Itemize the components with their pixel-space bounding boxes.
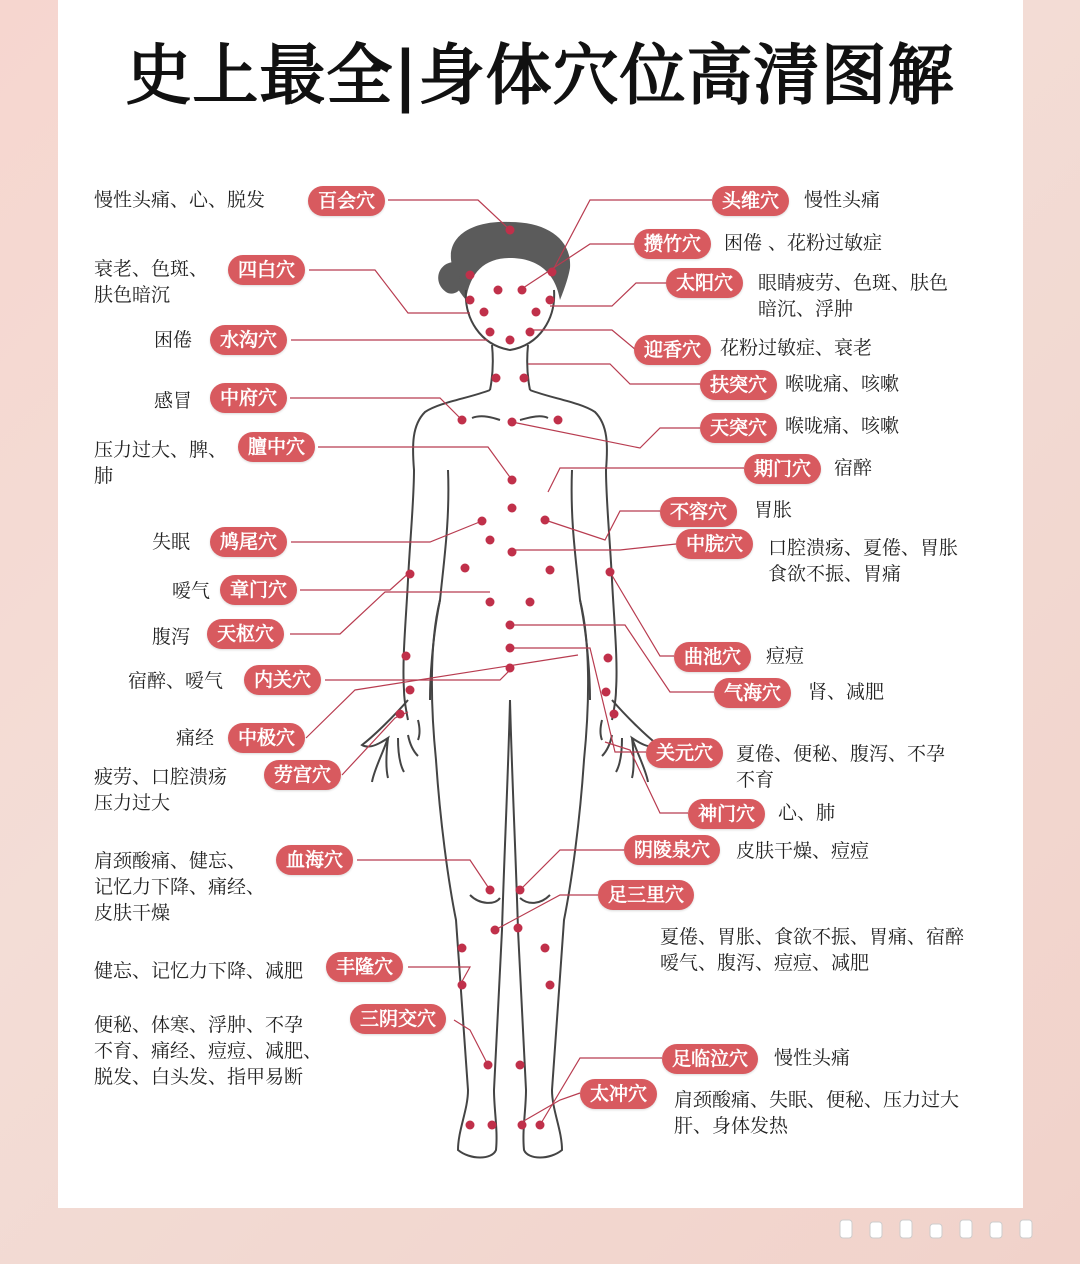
watermark-bars [810,1218,1060,1240]
desc-baihui: 慢性头痛、心、脱发 [94,189,266,211]
desc-shuigou: 困倦 [154,329,193,351]
desc-sanyinjiao: 便秘、体寒、浮肿、不孕 不育、痛经、痘痘、减肥、 脱发、白头发、指甲易断 [94,1014,323,1088]
desc-zhongwan: 口腔溃疡、夏倦、胃胀 食欲不振、胃痛 [768,537,959,585]
desc-quchi: 痘痘 [766,645,805,667]
tag-zulinqi: 足临泣穴 [662,1044,758,1074]
desc-cuanzhu: 困倦 、花粉过敏症 [724,232,883,254]
tag-zusanli: 足三里穴 [598,880,694,910]
tag-danzhong: 膻中穴 [238,432,315,462]
desc-zulinqi: 慢性头痛 [774,1047,851,1069]
tag-zhongwan: 中脘穴 [676,529,753,559]
tag-taiyang: 太阳穴 [666,268,743,298]
desc-zhongfu: 感冒 [154,390,193,412]
desc-qihai: 肾、减肥 [808,681,885,703]
desc-sibai: 衰老、色斑、 肤色暗沉 [94,258,209,306]
desc-laogong: 疲劳、口腔溃疡 压力过大 [94,766,228,814]
desc-touwei: 慢性头痛 [804,189,881,211]
tag-tianshu: 天枢穴 [207,619,284,649]
desc-tiantu: 喉咙痛、咳嗽 [785,415,900,437]
tag-futu: 扶突穴 [700,370,777,400]
tag-qimen: 期门穴 [744,454,821,484]
tag-zhangmen: 章门穴 [220,575,297,605]
desc-guanyuan: 夏倦、便秘、腹泻、不孕 不育 [736,743,946,791]
desc-taichong: 肩颈酸痛、失眠、便秘、压力过大 肝、身体发热 [674,1089,960,1137]
tag-burong: 不容穴 [660,497,737,527]
tag-quchi: 曲池穴 [674,642,751,672]
tag-yingxiang: 迎香穴 [634,335,711,365]
tag-fenglong: 丰隆穴 [326,952,403,982]
desc-danzhong: 压力过大、脾、 肺 [94,439,228,487]
tag-touwei: 头维穴 [712,186,789,216]
tag-zhongji: 中极穴 [228,723,305,753]
desc-yinlingquan: 皮肤干燥、痘痘 [736,840,870,862]
desc-burong: 胃胀 [754,499,793,521]
desc-qimen: 宿醉 [834,457,873,479]
tag-laogong: 劳宫穴 [264,760,341,790]
tag-taichong: 太冲穴 [580,1079,657,1109]
page-title: 史上最全|身体穴位高清图解 [125,37,955,114]
desc-yingxiang: 花粉过敏症、衰老 [720,337,873,359]
desc-xuehai: 肩颈酸痛、健忘、 记忆力下降、痛经、 皮肤干燥 [94,850,266,924]
tag-sanyinjiao: 三阴交穴 [350,1004,446,1034]
desc-zhangmen: 嗳气 [172,580,211,602]
tag-cuanzhu: 攒竹穴 [634,229,711,259]
tag-shenmen: 神门穴 [688,799,765,829]
desc-zusanli: 夏倦、胃胀、食欲不振、胃痛、宿醉 嗳气、腹泻、痘痘、减肥 [660,926,965,974]
tag-zhongfu: 中府穴 [210,383,287,413]
tag-guanyuan: 关元穴 [646,738,723,768]
desc-shenmen: 心、肺 [778,802,836,824]
desc-futu: 喉咙痛、咳嗽 [785,373,900,395]
tag-sibai: 四白穴 [228,255,305,285]
tag-yinlingquan: 阴陵泉穴 [624,835,720,865]
tag-jiuwei: 鸠尾穴 [210,527,287,557]
desc-neiguan: 宿醉、嗳气 [128,670,224,692]
tag-tiantu: 天突穴 [700,413,777,443]
tag-xuehai: 血海穴 [276,845,353,875]
desc-tianshu: 腹泻 [152,626,191,648]
tag-shuigou: 水沟穴 [210,325,287,355]
desc-zhongji: 痛经 [176,727,215,749]
tag-baihui: 百会穴 [308,186,385,216]
acupoint-dots [396,226,619,1130]
desc-fenglong: 健忘、记忆力下降、减肥 [94,960,304,982]
tag-qihai: 气海穴 [714,678,791,708]
desc-taiyang: 眼睛疲劳、色斑、肤色 暗沉、浮肿 [758,272,949,320]
tag-neiguan: 内关穴 [244,665,321,695]
desc-jiuwei: 失眠 [152,531,191,553]
